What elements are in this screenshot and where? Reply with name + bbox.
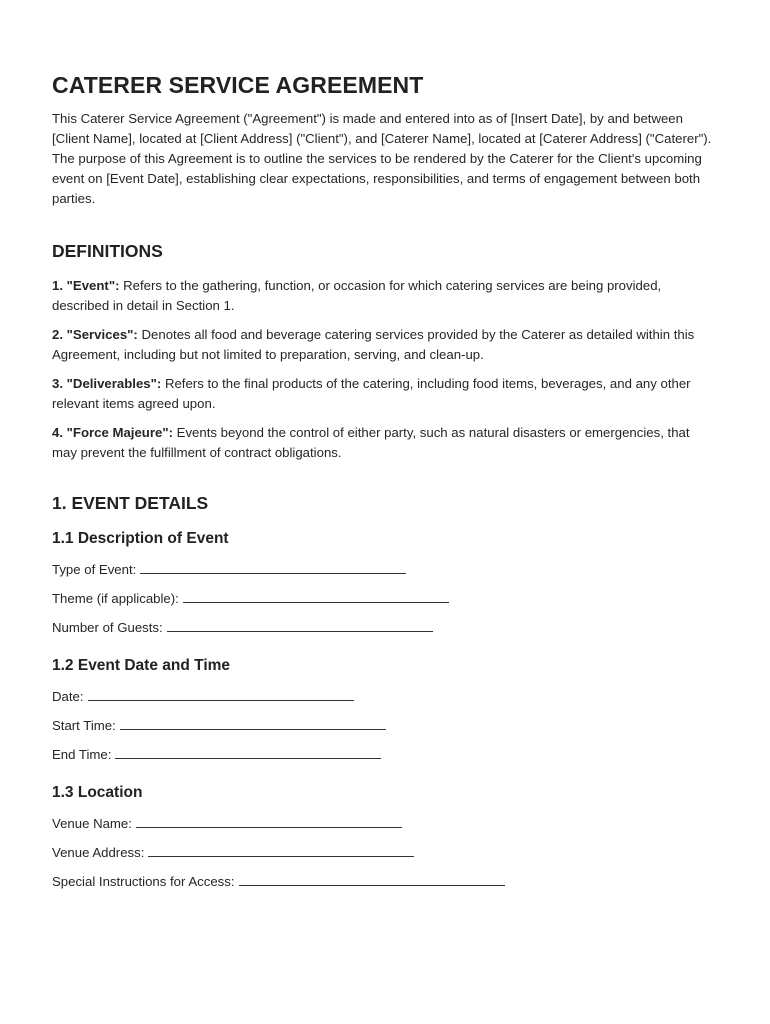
fill-in-blank[interactable] bbox=[136, 816, 402, 828]
special-instructions-field bbox=[52, 873, 710, 891]
field-label: Special Instructions for Access: bbox=[52, 874, 235, 889]
number-of-guests-field bbox=[52, 619, 710, 637]
intro-paragraph: This Caterer Service Agreement ("Agreement") is made and entered into as of [Insert Date], by and between [Client Name], located at [Client Address] ("Client"), and [Caterer Name], located at [Caterer Address] ("Caterer"). The purpose of this Agreement is to outline the services to be rendered by the Caterer for the Client's upcoming event on [Event Date], establishing clear expectations, responsibilities, and terms of engagement between both parties. bbox=[52, 111, 712, 206]
fill-in-blank[interactable] bbox=[167, 620, 433, 632]
end-time-field bbox=[52, 746, 710, 764]
type-of-event-field bbox=[52, 561, 710, 579]
definition-term: 2. "Services": bbox=[52, 327, 138, 342]
definition-item bbox=[52, 276, 716, 316]
fill-in-blank[interactable] bbox=[140, 562, 406, 574]
definitions-heading: DEFINITIONS bbox=[52, 241, 163, 261]
event-details-heading: 1. EVENT DETAILS bbox=[52, 493, 209, 513]
definition-text: Refers to the final products of the catering, including food items, beverages, and any other relevant items agreed upon. bbox=[52, 376, 691, 411]
field-label: Start Time: bbox=[52, 718, 116, 733]
definition-text: Refers to the gathering, function, or occasion for which catering services are being provided, described in detail in Section 1. bbox=[52, 278, 662, 313]
field-label: Date: bbox=[52, 689, 84, 704]
field-label: Type of Event: bbox=[52, 562, 137, 577]
date-field bbox=[52, 688, 710, 706]
field-label: Venue Address: bbox=[52, 845, 145, 860]
fill-in-blank[interactable] bbox=[115, 747, 381, 759]
document-title: CATERER SERVICE AGREEMENT bbox=[52, 72, 424, 98]
definition-text: Events beyond the control of either party, such as natural disasters or emergencies, that may prevent the fulfillment of contract obligations. bbox=[52, 425, 690, 460]
location-heading: 1.3 Location bbox=[52, 784, 143, 801]
field-label: Venue Name: bbox=[52, 816, 132, 831]
definition-text: Denotes all food and beverage catering services provided by the Caterer as detailed within this Agreement, including but not limited to preparation, serving, and clean-up. bbox=[52, 327, 695, 362]
fill-in-blank[interactable] bbox=[239, 874, 505, 886]
definition-item bbox=[52, 423, 716, 463]
field-label: End Time: bbox=[52, 747, 112, 762]
fill-in-blank[interactable] bbox=[183, 591, 449, 603]
fill-in-blank[interactable] bbox=[120, 718, 386, 730]
field-label: Theme (if applicable): bbox=[52, 591, 179, 606]
venue-address-field bbox=[52, 844, 710, 862]
definition-term: 4. "Force Majeure": bbox=[52, 425, 173, 440]
definition-item bbox=[52, 325, 716, 365]
definition-item bbox=[52, 374, 716, 414]
definition-term: 3. "Deliverables": bbox=[52, 376, 162, 391]
venue-name-field bbox=[52, 815, 710, 833]
fill-in-blank[interactable] bbox=[148, 845, 414, 857]
field-label: Number of Guests: bbox=[52, 620, 163, 635]
fill-in-blank[interactable] bbox=[88, 689, 354, 701]
description-of-event-heading: 1.1 Description of Event bbox=[52, 530, 229, 547]
theme-field bbox=[52, 590, 710, 608]
start-time-field bbox=[52, 717, 710, 735]
event-date-time-heading: 1.2 Event Date and Time bbox=[52, 657, 231, 674]
definition-term: 1. "Event": bbox=[52, 278, 120, 293]
